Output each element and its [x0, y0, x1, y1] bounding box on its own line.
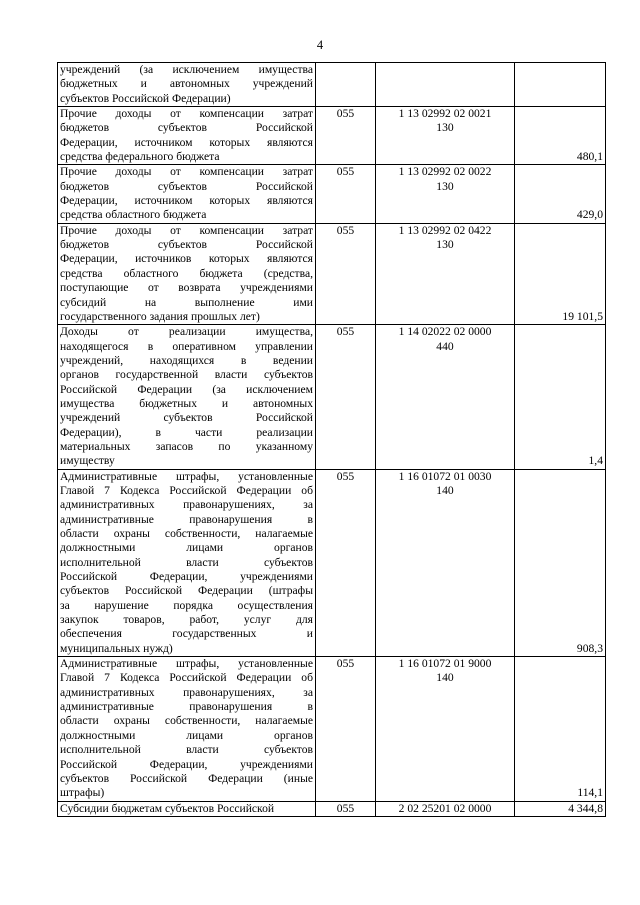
description-line: имуществу — [60, 454, 115, 468]
revenue-description-cell — [58, 107, 316, 165]
administrator-code-cell: 055 — [316, 107, 376, 165]
administrator-code-cell: 055 — [316, 657, 376, 801]
description-line: субъектов Российской Федерации (иные — [60, 771, 313, 785]
description-line: бюджетов субъектов Российской — [60, 179, 313, 193]
description-line: учреждений, находящихся в ведении — [60, 353, 313, 367]
description-line: должностными лицами органов — [60, 541, 313, 555]
amount-cell: 908,3 — [515, 469, 606, 656]
description-line: административные правонарушения в — [60, 512, 313, 526]
table-row — [58, 107, 606, 165]
classification-code-line: 1 16 01072 01 9000 — [398, 657, 492, 671]
classification-code-line: 130 — [436, 121, 454, 135]
budget-classification-code-cell — [376, 469, 515, 656]
description-line: исполнительной власти субъектов — [60, 555, 313, 569]
classification-code-line: 1 13 02992 02 0422 — [398, 223, 492, 237]
description-line: области охраны собственности, налагаемые — [60, 714, 313, 728]
classification-code-line: 2 02 25201 02 0000 — [398, 801, 492, 815]
administrator-code-cell: 055 — [316, 469, 376, 656]
classification-code-line: 1 14 02022 02 0000 — [398, 325, 492, 339]
description-line: субъектов Российской Федерации (штрафы — [60, 584, 313, 598]
amount-cell: 114,1 — [515, 657, 606, 801]
description-line: средства федерального бюджета — [60, 150, 220, 164]
amount-cell: 429,0 — [515, 165, 606, 223]
description-line: Административные штрафы, установленные — [60, 657, 313, 671]
description-line: Прочие доходы от компенсации затрат — [60, 107, 313, 121]
classification-code-line: 1 13 02992 02 0022 — [398, 165, 492, 179]
classification-code-line: 140 — [436, 671, 454, 685]
revenue-description-cell — [58, 63, 316, 107]
description-line: находящегося в оперативном управлении — [60, 339, 313, 353]
revenue-description-cell — [58, 801, 316, 816]
table-row — [58, 223, 606, 324]
classification-code-line: 130 — [436, 238, 454, 252]
description-line: обеспечения государственных и — [60, 627, 313, 641]
description-line: Федерации, источников которых являются — [60, 252, 313, 266]
administrator-code-cell: 055 — [316, 801, 376, 816]
description-line: средства областного бюджета (средства, — [60, 266, 313, 280]
table-row — [58, 165, 606, 223]
budget-classification-code-cell — [376, 223, 515, 324]
classification-code-line: 140 — [436, 483, 454, 497]
description-line: государственного задания прошлых лет) — [60, 309, 260, 323]
description-line: имущества бюджетных и автономных — [60, 396, 313, 410]
description-line: административные правонарушения в — [60, 700, 313, 714]
table-row — [58, 63, 606, 107]
description-line: бюджетов субъектов Российской — [60, 121, 313, 135]
description-line: Субсидии бюджетам субъектов Российской — [60, 801, 275, 815]
description-line: должностными лицами органов — [60, 728, 313, 742]
amount-cell: 19 101,5 — [515, 223, 606, 324]
revenue-description-cell — [58, 325, 316, 469]
revenue-description-cell — [58, 223, 316, 324]
description-line: штрафы) — [60, 786, 105, 800]
description-line: материальных запасов по указанному — [60, 439, 313, 453]
budget-classification-code-cell — [376, 325, 515, 469]
description-line: области охраны собственности, налагаемые — [60, 527, 313, 540]
description-line: бюджетов субъектов Российской — [60, 238, 313, 252]
budget-classification-code-cell — [376, 801, 515, 816]
description-line: Федерации), в части реализации — [60, 425, 313, 439]
description-line: Главой 7 Кодекса Российской Федерации об — [60, 483, 313, 497]
description-line: органов государственной власти субъектов — [60, 368, 313, 382]
description-line: Прочие доходы от компенсации затрат — [60, 223, 313, 237]
amount-cell: 1,4 — [515, 325, 606, 469]
description-line: Российской Федерации, учреждениями — [60, 570, 313, 584]
table-row — [58, 469, 606, 656]
description-line: Российской Федерации, учреждениями — [60, 757, 313, 771]
description-line: Российской Федерации (за исключением — [60, 382, 313, 396]
description-line: административных правонарушениях, за — [60, 685, 313, 699]
budget-classification-code-cell — [376, 63, 515, 107]
administrator-code-cell: 055 — [316, 325, 376, 469]
description-line: Административные штрафы, установленные — [60, 469, 313, 483]
description-line: исполнительной власти субъектов — [60, 743, 313, 757]
amount-cell — [515, 63, 606, 107]
page-number: 4 — [316, 38, 324, 52]
description-line: Прочие доходы от компенсации затрат — [60, 165, 313, 179]
table-body — [58, 63, 606, 817]
table-row — [58, 325, 606, 469]
description-line: учреждений субъектов Российской — [60, 411, 313, 425]
description-line: Главой 7 Кодекса Российской Федерации об — [60, 671, 313, 685]
revenue-description-cell — [58, 165, 316, 223]
description-line: Доходы от реализации имущества, — [60, 325, 313, 339]
description-line: административных правонарушениях, за — [60, 498, 313, 512]
description-line: закупок товаров, работ, услуг для — [60, 613, 313, 627]
administrator-code-cell: 055 — [316, 165, 376, 223]
administrator-code-cell: 055 — [316, 223, 376, 324]
description-line: бюджетных и автономных учреждений — [60, 77, 313, 91]
amount-cell: 480,1 — [515, 107, 606, 165]
budget-classification-code-cell — [376, 657, 515, 801]
revenue-description-cell — [58, 657, 316, 801]
classification-code-line: 1 13 02992 02 0021 — [398, 107, 492, 121]
classification-code-line: 130 — [436, 179, 454, 193]
description-line: субсидий на выполнение ими — [60, 295, 313, 309]
description-line: Федерации, источником которых являются — [60, 194, 313, 208]
classification-code-line: 1 16 01072 01 0030 — [398, 469, 492, 483]
description-line: субъектов Российской Федерации) — [60, 91, 231, 105]
budget-classification-code-cell — [376, 107, 515, 165]
administrator-code-cell — [316, 63, 376, 107]
description-line: средства областного бюджета — [60, 208, 207, 222]
description-line: поступающие от возврата учреждениями — [60, 281, 313, 295]
budget-revenue-table — [57, 62, 606, 817]
revenue-description-cell — [58, 469, 316, 656]
classification-code-line: 440 — [436, 339, 454, 353]
amount-cell: 4 344,8 — [515, 801, 606, 816]
budget-classification-code-cell — [376, 165, 515, 223]
table-row — [58, 801, 606, 816]
table-row — [58, 657, 606, 801]
description-line: за нарушение порядка осуществления — [60, 598, 313, 612]
description-line: учреждений (за исключением имущества — [60, 63, 313, 76]
description-line: Федерации, источником которых являются — [60, 135, 313, 149]
description-line: муниципальных нужд) — [60, 641, 173, 655]
